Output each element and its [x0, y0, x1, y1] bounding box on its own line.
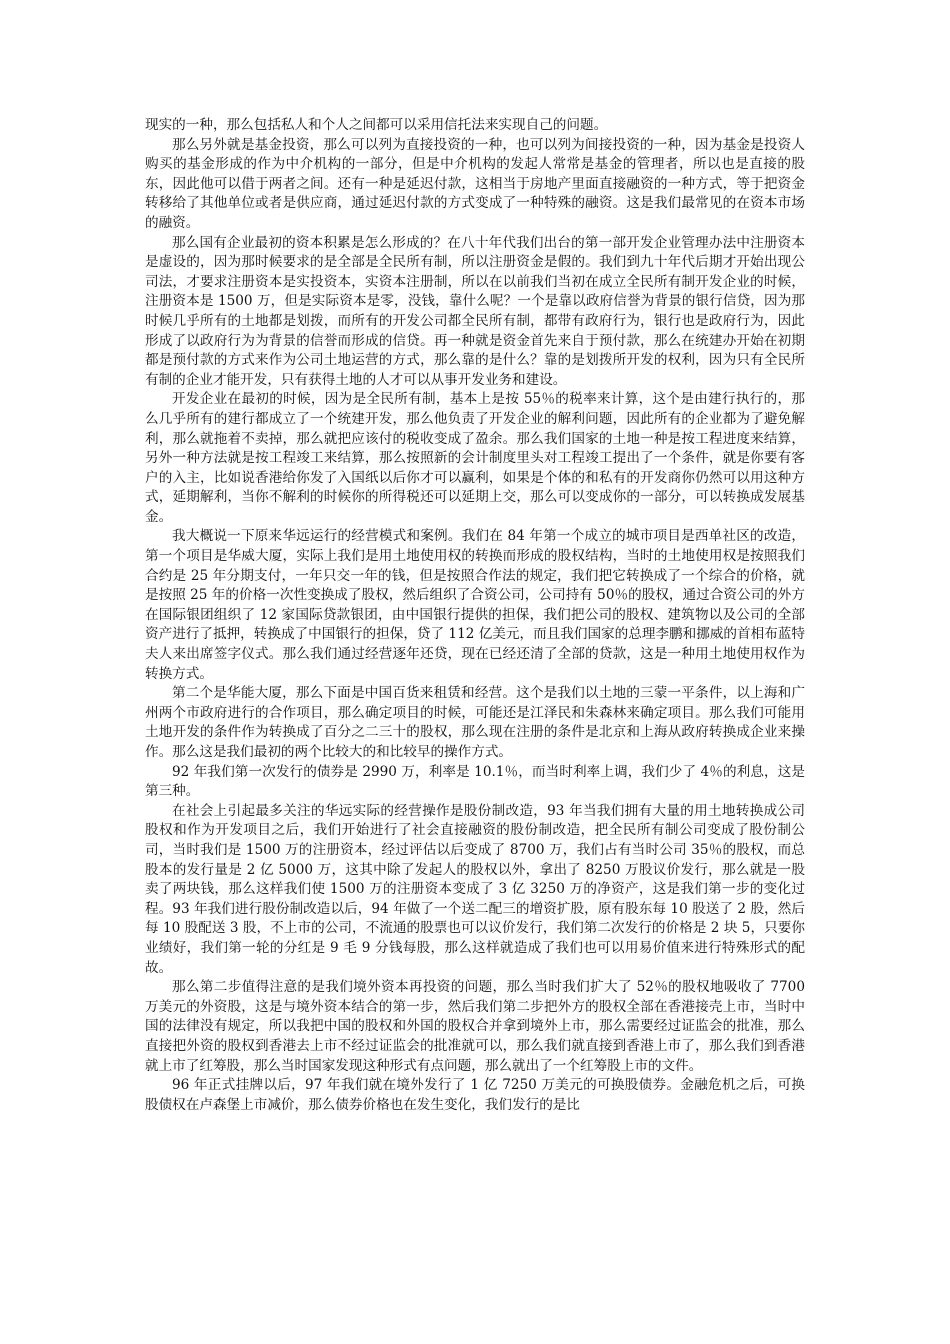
paragraph: 92 年我们第一次发行的债券是 2990 万，利率是 10.1％，而当时利率上调，我们少了 4％的利息，这是第三种。	[145, 763, 805, 800]
paragraph: 96 年正式挂牌以后，97 年我们就在境外发行了 1 亿 7250 万美元的可换股债券。金融危机之后，可换股债权在卢森堡上市减价，那么债券价格也在发生变化，我们发行的是比	[145, 1077, 805, 1113]
document-page	[145, 116, 805, 1115]
paragraph: 那么国有企业最初的资本积累是怎么形成的？在八十年代我们出台的第一部开发企业管理办法中注册资本是虚设的，因为那时候要求的是全部是全民所有制，所以注册资金是假的。我们到九十年代后期才开始出现公司法，才要求注册资本是实投资本，实资本注册制，所以在以前我们当初在成立全民所有制开发企业的时候，注册资本是 1500 万，但是实际资本是零，没钱，靠什么呢？一个是靠以政府信誉为背景的银行信贷，因为那时候几乎所有的土地都是划拨，而所有的开发公司都全民所有制，都带有政府行为，银行也是政府行为，因此形成了以政府行为为背景的信誉而形成的信贷。再一种就是资金首先来自于预付款，那么在统建办开始在初期都是预付款的方式来作为公司土地运营的方式，那么靠的是什么？靠的是划拨所开发的权利，因为只有全民所有制的企业才能开发，只有获得土地的人才可以从事开发业务和建设。	[145, 234, 805, 388]
paragraph: 第二个是华能大厦，那么下面是中国百货来租赁和经营。这个是我们以土地的三蒙一平条件，以上海和广州两个市政府进行的合作项目，那么确定项目的时候，可能还是江泽民和朱森林来确定项目。那么我们可能用土地开发的条件作为转换成了百分之二三十的股权，那么现在注册的条件是北京和上海从政府转换成企业来操作。那么这是我们最初的两个比较大的和比较早的操作方式。	[145, 685, 805, 760]
paragraph: 在社会上引起最多关注的华远实际的经营操作是股份制改造，93 年当我们拥有大量的用土地转换成公司股权和作为开发项目之后，我们开始进行了社会直接融资的股份制改造，把全民所有制公司变成了股份制公司，当时我们是 1500 万的注册资本，经过评估以后变成了 8700 万，我们占有当时公司 35％的股权，而总股本的发行量是 2 亿 5000 万，这其中除了发起人的股权以外，拿出了 8250 万股议价发行，那么就是一股卖了两块钱，那么这样我们使 1500 万的注册资本变成了 3 亿 3250 万的净资产，这是我们第一步的变化过程。93 年我们进行股份制改造以后，94 年做了一个送二配三的增资扩股，原有股东每 10 股送了 2 股，然后每 10 股配送 3 股，不上市的公司，不流通的股票也可以议价发行，我们第二次发行的价格是 2 块 5，只要你业绩好，我们第一轮的分红是 9 毛 9 分钱每股，那么这样就造成了我们也可以用易价值来进行特殊形式的配故。	[145, 802, 805, 976]
paragraph: 我大概说一下原来华远运行的经营模式和案例。我们在 84 年第一个成立的城市项目是西单社区的改造，第一个项目是华威大厦，实际上我们是用土地使用权的转换而形成的股权结构，当时的土地使用权是按照我们合约是 25 年分期支付，一年只交一年的钱，但是按照合作法的规定，我们把它转换成了一个综合的价格，就是按照 25 年的价格一次性变换成了股权，然后组织了合资公司，公司持有 50％的股权，通过合资公司的外方在国际银团组织了 12 家国际贷款银团，由中国银行提供的担保，我们把公司的股权、建筑物以及公司的全部资产进行了抵押，转换成了中国银行的担保，贷了 112 亿美元，而且我们国家的总理李鹏和挪威的首相布蓝特夫人来出席签字仪式。那么我们通过经营逐年还贷，现在已经还清了全部的贷款，这是一种用土地使用权作为转换方式。	[145, 528, 805, 682]
paragraph: 那么另外就是基金投资，那么可以列为直接投资的一种，也可以列为间接投资的一种，因为基金是投资人购买的基金形成的作为中介机构的一部分，但是中介机构的发起人常常是基金的管理者，所以也是直接的股东，因此他可以借于两者之间。还有一种是延迟付款，这相当于房地产里面直接融资的一种方式，等于把资金转移给了其他单位或者是供应商，通过延迟付款的方式变成了一种特殊的融资。这是我们最常见的在资本市场的融资。	[145, 136, 805, 231]
paragraph: 那么第二步值得注意的是我们境外资本再投资的问题，那么当时我们扩大了 52％的股权地吸收了 7700 万美元的外资股，这是与境外资本结合的第一步，然后我们第二步把外方的股权全部在香港接壳上市，当时中国的法律没有规定，所以我把中国的股权和外国的股权合并拿到境外上市，那么需要经过证监会的批准，那么直接把外资的股权到香港去上市不经过证监会的批准就可以，那么我们就直接到香港上市了，那么我们到香港就上市了红筹股，那么当时国家发现这种形式有点问题，那么就出了一个红筹股上市的文件。	[145, 979, 805, 1074]
paragraph: 开发企业在最初的时候，因为是全民所有制，基本上是按 55％的税率来计算，这个是由建行执行的，那么几乎所有的建行都成立了一个统建开发，那么他负责了开发企业的解利问题，因此所有的企业都为了避免解利，那么就拖着不卖掉，那么就把应该付的税收变成了盈余。那么我们国家的土地一种是按工程进度来结算，另外一种方法就是按工程竣工来结算，那么按照新的会计制度里头对工程竣工提出了一个条件，就是你要有客户的入主，比如说香港给你发了入国纸以后你才可以赢利，如果是个体的和私有的开发商你仍然可以用这种方式，延期解利，当你不解利的时候你的所得税还可以延期上交，那么可以变成你的一部分，可以转换成发展基金。	[145, 391, 805, 525]
paragraph: 现实的一种，那么包括私人和个人之间都可以采用信托法来实现自己的问题。	[145, 117, 608, 133]
